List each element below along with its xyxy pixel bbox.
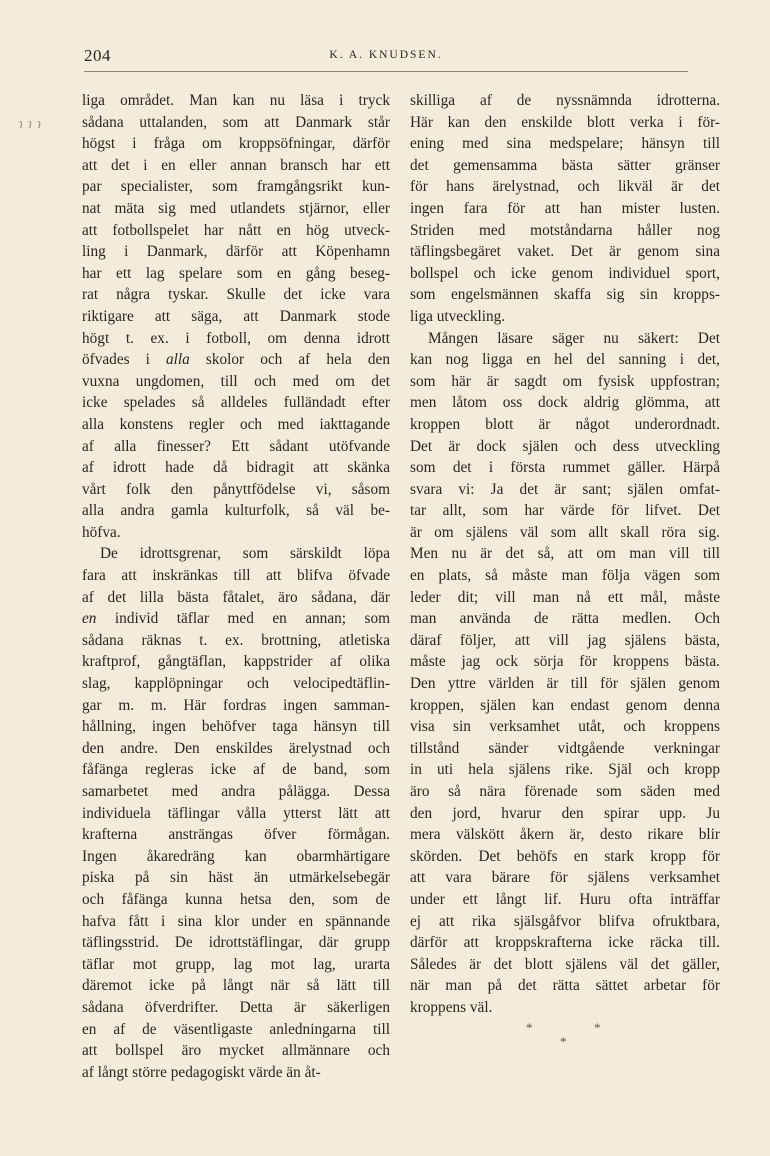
text-line: liga utveckling. <box>410 307 506 325</box>
text-line: tar allt, som har värde för lifvet. Det <box>410 502 720 520</box>
text-line: vuxna ungdomen, till och med om det <box>82 372 390 390</box>
left-column <box>82 90 390 1083</box>
text-line: slag, kapplöpningar och velocipedtäflin- <box>82 675 390 693</box>
text-line: individuela täflingar vålla ytterst lätt att <box>82 804 390 822</box>
text-line: en individ täflar med en annan; som <box>82 610 390 628</box>
text-line: af alla finesser? Ett sådant utöfvande <box>82 437 390 455</box>
header-rule <box>84 71 688 72</box>
text-line: ingen fara för att han mister lusten. <box>410 199 720 217</box>
text-line: sådana räknas t. ex. brottning, atletiska <box>82 631 390 649</box>
text-line: som här är sagdt om fysisk uppfostran; <box>410 372 720 390</box>
text-line: ening med sina medspelare; hänsyn till <box>410 135 720 153</box>
text-line: par specialister, som framgångsrikt kun- <box>82 178 390 196</box>
text-line: ej att rika själsgåfvor blifva ofruktbara, <box>410 912 720 930</box>
text-line: svara vi: Ja det är sant; själen omfat- <box>410 480 720 498</box>
text-line: tillstånd sänder vidtgående verkningar <box>410 739 720 757</box>
text-line: Ingen åkaredräng kan obarmhärtigare <box>82 847 390 865</box>
text-line: öfvades i alla skolor och af hela den <box>82 351 390 369</box>
text-line: Striden med motståndarna håller nog <box>410 221 720 239</box>
text-line: in uti hela själens rike. Själ och kropp <box>410 761 720 779</box>
text-line: sådana uttalanden, som att Danmark står <box>82 113 390 131</box>
text-line: att bollspel äro mycket allmännare och <box>82 1042 390 1060</box>
text-line: att fotbollspelet har nått en hög utveck- <box>82 221 390 239</box>
text-line: den andre. Den enskildes ärelystnad och <box>82 739 390 757</box>
page-header <box>84 46 688 70</box>
text-line: täflingsbegäret vaket. Det är genom sina <box>410 243 720 261</box>
text-line: visa sin verksamhet utåt, och kroppens <box>410 718 720 736</box>
text-line: den jord, hvarur den spirar upp. Ju <box>410 804 720 822</box>
text-line: alla konstens regler och med iakttagande <box>82 415 390 433</box>
text-line: höfva. <box>82 523 121 541</box>
text-line: däraf följer, att vill jag själens bästa, <box>410 631 720 649</box>
section-asterism <box>520 1020 610 1050</box>
text-line: skilliga af de nyssnämnda idrotterna. <box>410 92 720 109</box>
text-line: leder dit; vill man nå ett mål, måste <box>410 588 720 606</box>
text-line: en af de väsentligaste anledningarna till <box>82 1020 390 1038</box>
text-line: täflar mot grupp, lag mot lag, urarta <box>82 955 390 973</box>
text-line: är om själens väl som allt skall röra sig. <box>410 523 720 541</box>
text-line: har ett lag spelare som en gång beseg- <box>82 264 390 282</box>
text-line: som engelsmännen skaffa sig sin kropps- <box>410 286 720 304</box>
margin-pencil-note: ɿ ɿ ɿ <box>18 116 42 132</box>
text-line: krafterna ansträngas öfver förmågan. <box>82 826 390 844</box>
text-line: af idrott hade då bidragit att skänka <box>82 459 390 477</box>
text-line: ling i Danmark, därför att Köpenhamn <box>82 243 390 261</box>
text-line: icke spelades så alldeles fulländadt efter <box>82 394 390 412</box>
text-line: Här kan den enskilde blott verka i för- <box>410 113 720 131</box>
text-line: kroppen blott är något underordnadt. <box>410 415 720 433</box>
text-line: Men nu är det så, att om man vill till <box>410 545 720 563</box>
text-line: Den yttre världen är till för själen genom <box>410 675 720 693</box>
text-line: liga området. Man kan nu läsa i tryck <box>82 92 390 109</box>
text-line: De idrottsgrenar, som särskildt löpa <box>100 545 390 563</box>
text-line: täflingsstrid. De idrottstäflingar, där grupp <box>82 934 390 952</box>
text-line: måste jag ock sörja för kroppens bästa. <box>410 653 720 671</box>
text-line: af långt större pedagogiskt värde än åt- <box>82 1063 321 1081</box>
text-line: fåfänga regleras icke af de band, som <box>82 761 390 779</box>
text-line: alla andra gamla kulturfolk, så väl be- <box>82 502 390 520</box>
right-column <box>410 90 720 1019</box>
text-line: det gemensamma bästa sätter gränser <box>410 156 720 174</box>
text-line: rat några tyskar. Skulle det icke vara <box>82 286 390 304</box>
text-line: men låtom oss dock aldrig glömma, att <box>410 394 720 412</box>
text-line: under ett långt lif. Huru ofta inträffar <box>410 890 720 908</box>
text-line: högst i fråga om kroppsöfningar, därför <box>82 135 390 153</box>
text-line: Således är det blott själens väl det gäller, <box>410 955 720 973</box>
text-line: därför att kroppskrafterna icke räcka till. <box>410 934 720 952</box>
text-line: en plats, så måste man följa vägen som <box>410 567 720 585</box>
text-line: hållning, ingen behöfver taga hänsyn till <box>82 718 390 736</box>
text-line: högt t. ex. i fotboll, om denna idrott <box>82 329 390 347</box>
page-number: 204 <box>84 46 111 65</box>
asterisk-left: * <box>526 1020 533 1035</box>
text-line: Mången läsare säger nu säkert: Det <box>428 329 720 347</box>
text-line: kraftprof, gångtäflan, kappstrider af olika <box>82 653 390 671</box>
text-line: skörden. Det behöfs en stark kropp för <box>410 847 720 865</box>
text-line: gar m. m. Här fordras ingen samman- <box>82 696 390 714</box>
text-line: man använda de rätta medlen. Och <box>410 610 720 628</box>
text-line: däremot icke på långt när så lätt till <box>82 977 390 995</box>
text-line: bollspel och icke genom individuel sport, <box>410 264 720 282</box>
text-line: att det i en eller annan bransch har ett <box>82 156 390 174</box>
text-line: mera välskött åkern är, desto rikare blir <box>410 826 720 844</box>
text-line: och fåfänga kunna hetsa den, som de <box>82 890 390 908</box>
running-head: K. A. KNUDSEN. <box>329 49 443 61</box>
text-line: nat mäta sig med utlandets stjärnor, eller <box>82 199 390 217</box>
text-line: Det är dock själen och dess utveckling <box>410 437 720 455</box>
asterisk-center: * <box>560 1034 567 1049</box>
text-line: piska på sin häst än utmärkelsebegär <box>82 869 390 887</box>
text-line: som det i första rummet gäller. Härpå <box>410 459 720 477</box>
asterisk-right: * <box>594 1020 601 1035</box>
text-line: när man på det rätta sättet arbetar för <box>410 977 720 995</box>
text-line: samarbetet med andra pålägga. Dessa <box>82 783 390 800</box>
text-line: fara att inskränkas till att blifva öfvade <box>82 567 390 585</box>
text-line: för hans ärelystnad, och likväl är det <box>410 178 720 196</box>
text-line: kroppen, själen kan endast genom denna <box>410 696 720 714</box>
text-line: vårt folk den pånyttfödelse vi, såsom <box>82 480 390 498</box>
text-line: äro så nära förenade som säden med <box>410 783 720 800</box>
text-line: kroppens väl. <box>410 998 493 1016</box>
text-line: riktigare att säga, att Danmark stode <box>82 307 390 325</box>
text-line: af det lilla bästa fåtalet, äro sådana, där <box>82 588 390 606</box>
text-line: att vara bärare för själens verksamhet <box>410 869 720 887</box>
text-line: sådana öfverdrifter. Detta är säkerligen <box>82 998 390 1016</box>
text-line: kan nog ligga en hel del sanning i det, <box>410 351 720 369</box>
text-line: hafva fått i sina klor under en spännande <box>82 912 390 930</box>
